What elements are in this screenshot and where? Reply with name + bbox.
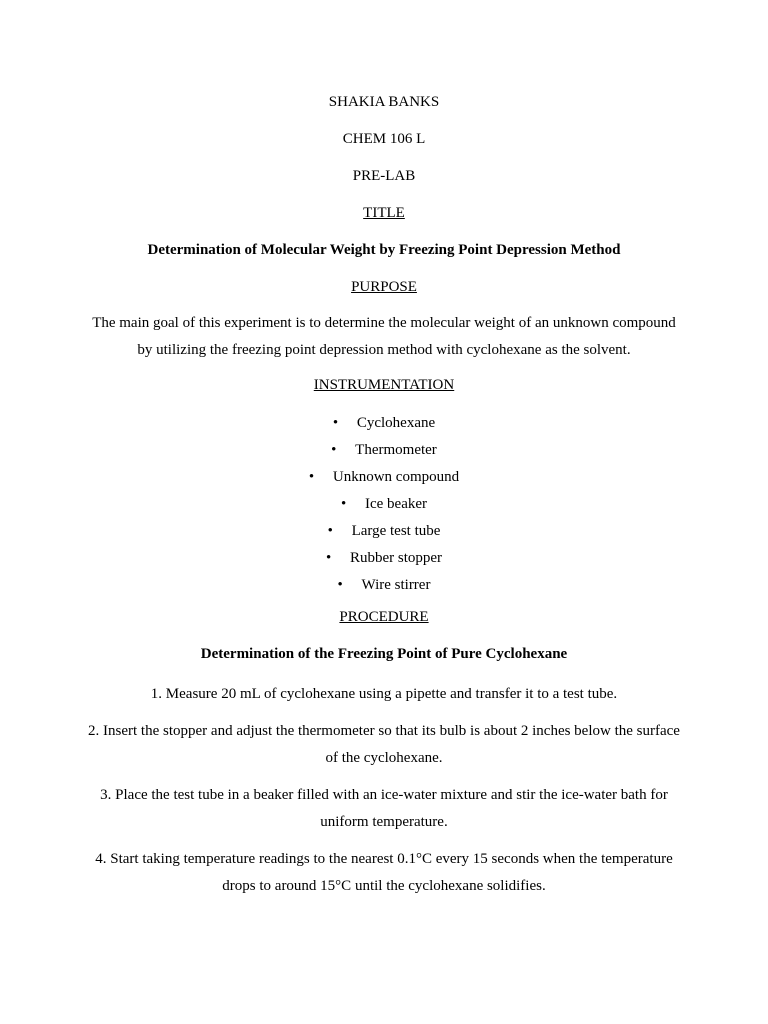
bullet-icon: • — [340, 496, 347, 512]
procedure-step-4: 4. Start taking temperature readings to the nearest 0.1°C every 15 seconds when the temperature drops to around 15°C until the cyclohexane solidifies. — [95, 851, 673, 894]
list-item-label: Cyclohexane — [356, 415, 436, 431]
list-item — [88, 545, 680, 572]
list-item — [88, 437, 680, 464]
list-item — [88, 464, 680, 491]
instrumentation-list — [88, 410, 680, 599]
list-item-label: Unknown compound — [332, 469, 460, 485]
bullet-icon: • — [327, 523, 333, 539]
procedure-heading: PROCEDURE — [339, 609, 429, 625]
experiment-title: Determination of Molecular Weight by Freezing Point Depression Method — [147, 242, 621, 258]
purpose-heading: PURPOSE — [351, 279, 417, 295]
instrumentation-heading: INSTRUMENTATION — [313, 377, 455, 393]
list-item — [88, 518, 680, 545]
bullet-icon: • — [325, 550, 332, 566]
bullet-icon: • — [332, 415, 339, 431]
bullet-icon: • — [308, 469, 315, 485]
list-item — [88, 572, 680, 599]
document-type: PRE-LAB — [352, 168, 416, 184]
procedure-subheading: Determination of the Freezing Point of Pure Cyclohexane — [200, 646, 568, 662]
purpose-text: The main goal of this experiment is to determine the molecular weight of an unknown compound by utilizing the freezing point depression method with cyclohexane as the solvent. — [92, 315, 676, 358]
title-heading: TITLE — [363, 205, 405, 221]
procedure-step-2: 2. Insert the stopper and adjust the thermometer so that its bulb is about 2 inches below the surface of the cyclohexane. — [88, 723, 680, 766]
list-item-label: Ice beaker — [364, 496, 428, 512]
course-code: CHEM 106 L — [342, 131, 426, 147]
list-item — [88, 491, 680, 518]
procedure-step-1: 1. Measure 20 mL of cyclohexane using a pipette and transfer it to a test tube. — [150, 686, 618, 702]
list-item-label: Large test tube — [351, 523, 441, 539]
list-item — [88, 410, 680, 437]
author-name: SHAKIA BANKS — [328, 94, 440, 110]
list-item-label: Wire stirrer — [361, 577, 431, 593]
bullet-icon: • — [337, 577, 343, 593]
procedure-step-3: 3. Place the test tube in a beaker filled with an ice-water mixture and stir the ice-water bath for uniform temperature. — [100, 787, 668, 830]
list-item-label: Rubber stopper — [349, 550, 443, 566]
list-item-label: Thermometer — [355, 442, 437, 458]
bullet-icon: • — [331, 442, 337, 458]
